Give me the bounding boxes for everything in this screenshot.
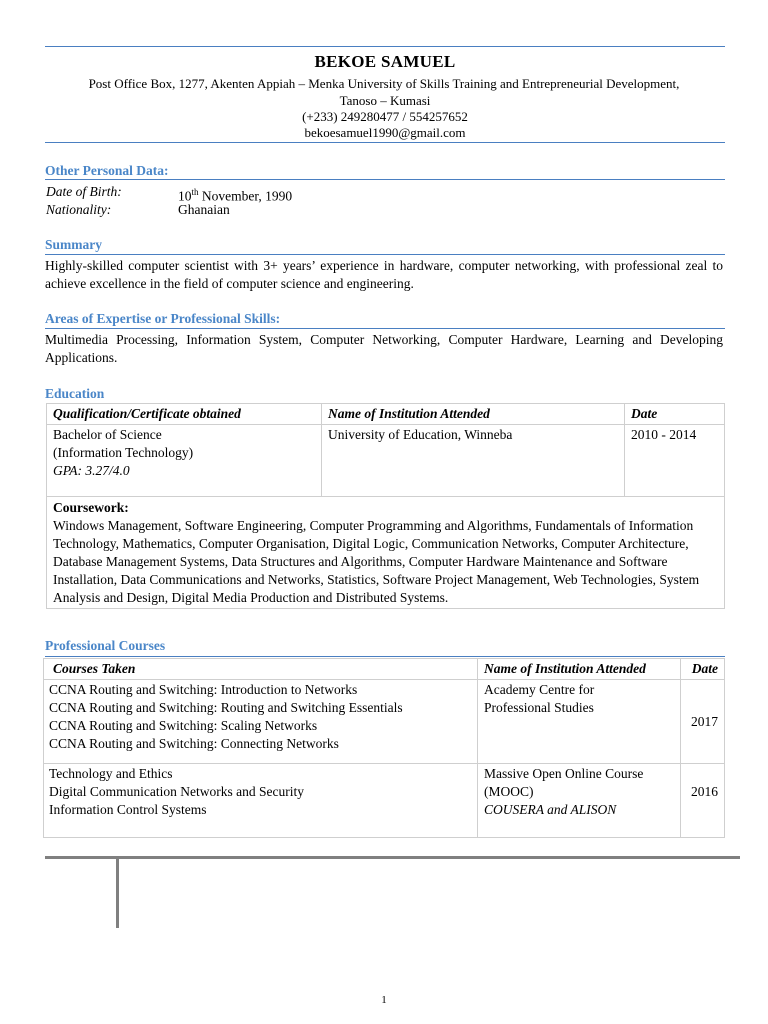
course-item: Information Control Systems: [49, 802, 207, 817]
skills-rule: [45, 328, 725, 329]
personal-data-rule: [45, 179, 725, 180]
professional-row-ccna: [44, 680, 725, 764]
ccna-institution-cell: [478, 680, 681, 764]
dob-day: 10: [178, 188, 192, 204]
course-item: CCNA Routing and Switching: Routing and Switching Essentials: [49, 700, 403, 715]
mooc-institution-cell: [478, 764, 681, 838]
professional-header-row: [44, 659, 725, 680]
education-header-row: [47, 404, 725, 425]
mooc-institution-line1: Massive Open Online Course: [484, 766, 644, 781]
page-number: 1: [381, 994, 387, 1006]
summary-text: Highly-skilled computer scientist with 3+ years’ experience in hardware, computer networking, with professional zeal to achieve excellence in the field of computer science and engineering.: [45, 258, 723, 291]
summary-heading: Summary: [45, 237, 102, 252]
education-col-date: Date: [625, 404, 725, 425]
header-top-rule: [45, 46, 725, 47]
professional-rule: [45, 656, 725, 657]
course-item: CCNA Routing and Switching: Connecting Networks: [49, 736, 339, 751]
degree-title: Bachelor of Science: [53, 427, 162, 442]
professional-table: [43, 658, 725, 838]
course-item: CCNA Routing and Switching: Scaling Networks: [49, 718, 318, 733]
address-line-2: Tanoso – Kumasi: [339, 93, 431, 108]
coursework-text: Windows Management, Software Engineering, Computer Programming and Algorithms, Fundamentals of Information Technology, Mathematics, Computer Organisation, Digital Logic, Communication Networks, Computer Architecture, Database Management Systems, Data Structures and Algorithms, Computer Hardware Maintenance and Software Installation, Data Communications and Networks, Statistics, Software Project Management, Web Technologies, System Analysis and Design, Digital Media Production and Distributed Systems.: [53, 518, 700, 605]
education-institution-cell: University of Education, Winneba: [322, 425, 625, 497]
education-heading: Education: [45, 386, 105, 401]
education-table: [46, 403, 725, 609]
education-degree-cell: [47, 425, 322, 497]
mooc-courses-cell: [44, 764, 478, 838]
degree-gpa: GPA: 3.27/4.0: [53, 463, 130, 478]
professional-col-courses: Courses Taken: [44, 659, 478, 680]
mooc-institution-line2: (MOOC): [484, 784, 534, 799]
ccna-institution-line1: Academy Centre for: [484, 682, 595, 697]
mooc-date-cell: 2016: [681, 764, 725, 838]
dob-month-year: November, 1990: [198, 188, 293, 204]
professional-col-date: Date: [681, 659, 725, 680]
ccna-institution-line2: Professional Studies: [484, 700, 594, 715]
email-address: bekoesamuel1990@gmail.com: [304, 125, 466, 140]
footer-divider-vertical: [116, 858, 119, 928]
personal-data-heading: Other Personal Data:: [45, 163, 169, 178]
skills-heading: Areas of Expertise or Professional Skills:: [45, 311, 281, 326]
address-line-1: Post Office Box, 1277, Akenten Appiah – Menka University of Skills Training and Entrepreneurial Development,: [88, 76, 680, 91]
footer-divider-horizontal: [45, 856, 740, 859]
degree-major: (Information Technology): [53, 445, 194, 460]
education-date-cell: 2010 - 2014: [625, 425, 725, 497]
candidate-name: BEKOE SAMUEL: [314, 52, 456, 71]
nationality-value: Ghanaian: [178, 202, 230, 217]
coursework-label: Coursework:: [53, 500, 129, 515]
professional-row-mooc: [44, 764, 725, 838]
education-col-qualification: Qualification/Certificate obtained: [47, 404, 322, 425]
course-item: Digital Communication Networks and Security: [49, 784, 304, 799]
skills-text: Multimedia Processing, Information System, Computer Networking, Computer Hardware, Learning and Developing Applications.: [45, 332, 723, 365]
phone-numbers: (+233) 249280477 / 554257652: [302, 109, 468, 124]
course-item: Technology and Ethics: [49, 766, 173, 781]
education-coursework-row: [47, 497, 725, 609]
summary-rule: [45, 254, 725, 255]
education-col-institution: Name of Institution Attended: [322, 404, 625, 425]
professional-heading: Professional Courses: [45, 638, 166, 653]
ccna-date-cell: 2017: [681, 680, 725, 764]
header-bottom-rule: [45, 142, 725, 143]
ccna-courses-cell: [44, 680, 478, 764]
dob-label: Date of Birth:: [46, 184, 122, 199]
professional-col-institution: Name of Institution Attended: [478, 659, 681, 680]
coursework-cell: [47, 497, 725, 609]
mooc-platforms: COUSERA and ALISON: [484, 802, 617, 817]
nationality-label: Nationality:: [46, 202, 112, 217]
dob-suffix: th: [191, 187, 199, 197]
course-item: CCNA Routing and Switching: Introduction to Networks: [49, 682, 358, 697]
education-degree-row: [47, 425, 725, 497]
